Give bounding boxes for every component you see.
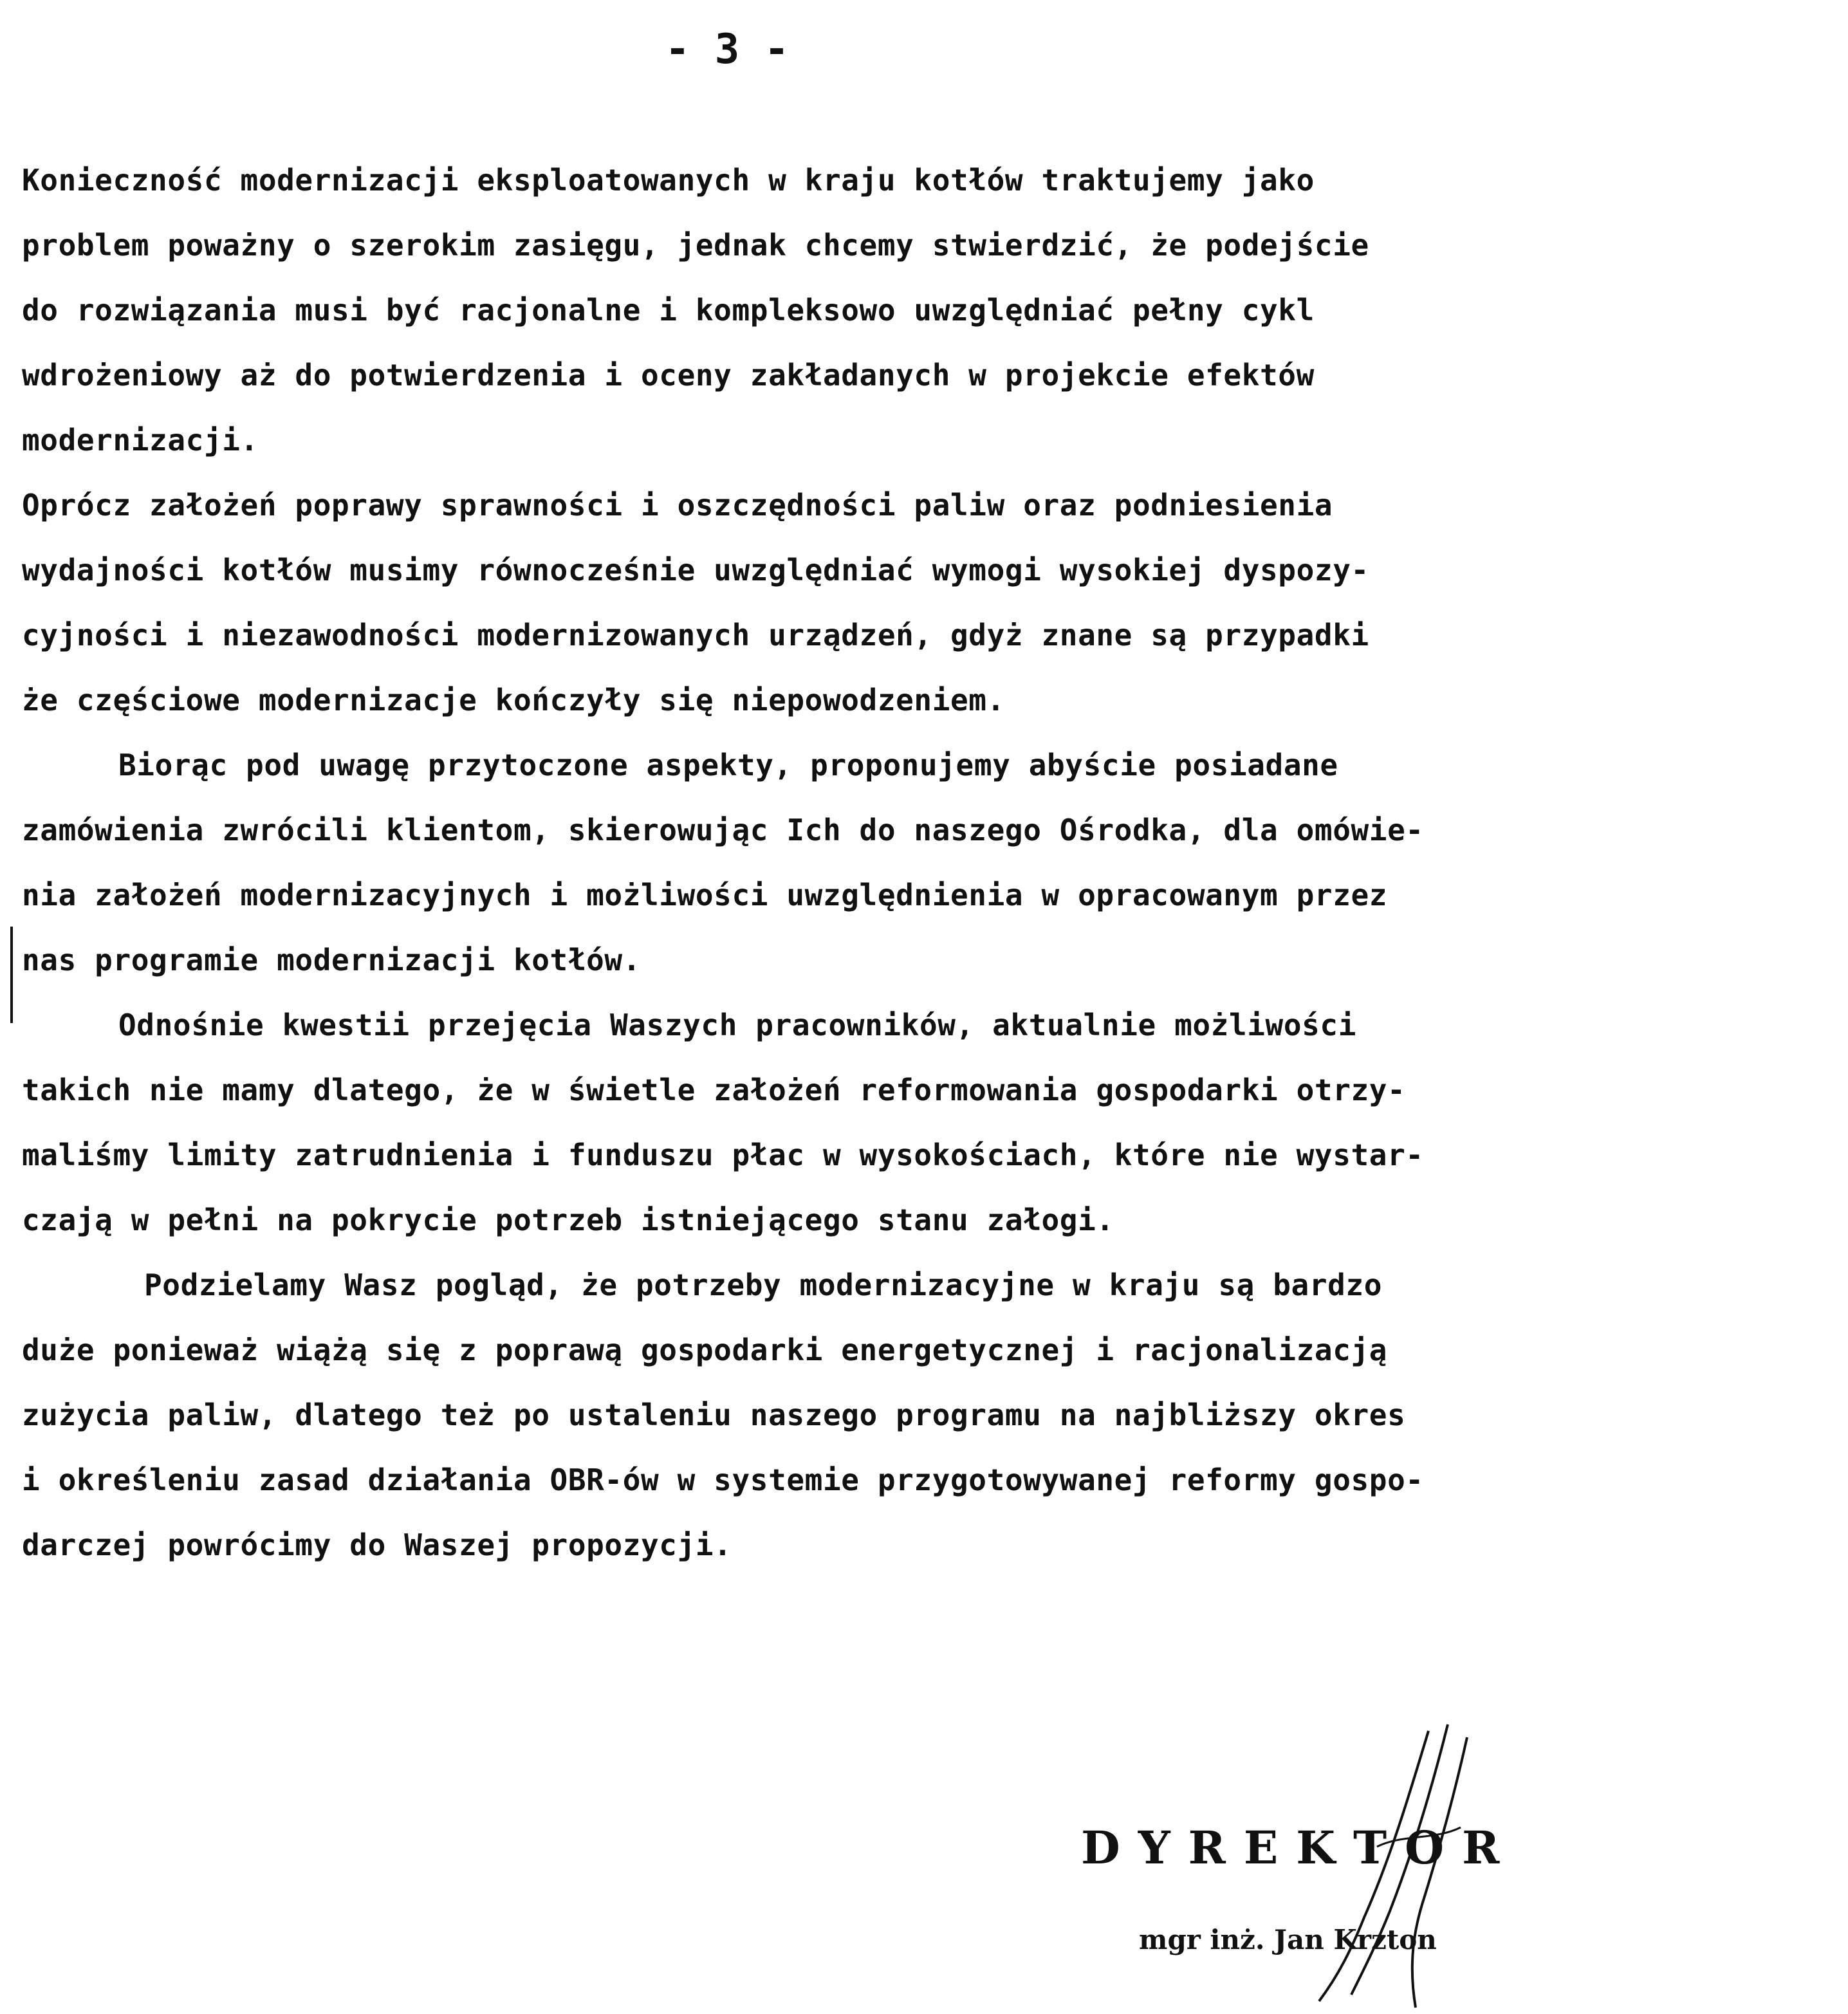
text-line: do rozwiązania musi być racjonalne i kompleksowo uwzględniać pełny cykl [22, 293, 1315, 328]
signer-name: mgr inż. Jan Krzton [1139, 1924, 1437, 1955]
text-line: nia założeń modernizacyjnych i możliwości uwzględnienia w opracowanym przez [22, 878, 1388, 912]
text-line: darczej powrócimy do Waszej propozycji. [22, 1528, 732, 1562]
text-line: Konieczność modernizacji eksploatowanych w kraju kotłów traktujemy jako [22, 163, 1315, 198]
signature-title: DYREKTOR [1081, 1821, 1518, 1874]
text-line: cyjności i niezawodności modernizowanych urządzeń, gdyż znane są przypadki [22, 618, 1369, 652]
page-number: - 3 - [665, 26, 790, 73]
text-line: wydajności kotłów musimy równocześnie uwzględniać wymogi wysokiej dyspozy- [22, 553, 1369, 587]
handwritten-signature [1280, 1718, 1512, 2014]
text-line: że częściowe modernizacje kończyły się niepowodzeniem. [22, 683, 1005, 717]
letter-body [22, 148, 1824, 1578]
text-line: Oprócz założeń poprawy sprawności i oszczędności paliw oraz podniesienia [22, 488, 1333, 522]
text-line: duże ponieważ wiążą się z poprawą gospodarki energetycznej i racjonalizacją [22, 1333, 1388, 1367]
text-line: Odnośnie kwestii przejęcia Waszych pracowników, aktualnie możliwości [118, 1008, 1357, 1042]
text-line: Podzielamy Wasz pogląd, że potrzeby modernizacyjne w kraju są bardzo [144, 1268, 1383, 1302]
text-line: nas programie modernizacji kotłów. [22, 943, 642, 977]
text-line: problem poważny o szerokim zasięgu, jednak chcemy stwierdzić, że podejście [22, 228, 1369, 263]
text-line: zamówienia zwrócili klientom, skierowując Ich do naszego Ośrodka, dla omówie- [22, 813, 1424, 847]
text-line: Biorąc pod uwagę przytoczone aspekty, proponujemy abyście posiadane [118, 748, 1338, 782]
text-line: czają w pełni na pokrycie potrzeb istniejącego stanu załogi. [22, 1203, 1114, 1237]
text-line: wdrożeniowy aż do potwierdzenia i oceny zakładanych w projekcie efektów [22, 358, 1315, 393]
text-line: takich nie mamy dlatego, że w świetle założeń reformowania gospodarki otrzy- [22, 1073, 1406, 1107]
text-line: zużycia paliw, dlatego też po ustaleniu naszego programu na najbliższy okres [22, 1398, 1406, 1432]
margin-mark [10, 927, 13, 1023]
text-line: modernizacji. [22, 423, 259, 457]
text-line: maliśmy limity zatrudnienia i funduszu płac w wysokościach, które nie wystar- [22, 1138, 1424, 1172]
signature-block [1062, 1802, 1641, 2008]
text-line: i określeniu zasad działania OBR-ów w systemie przygotowywanej reformy gospo- [22, 1463, 1424, 1497]
